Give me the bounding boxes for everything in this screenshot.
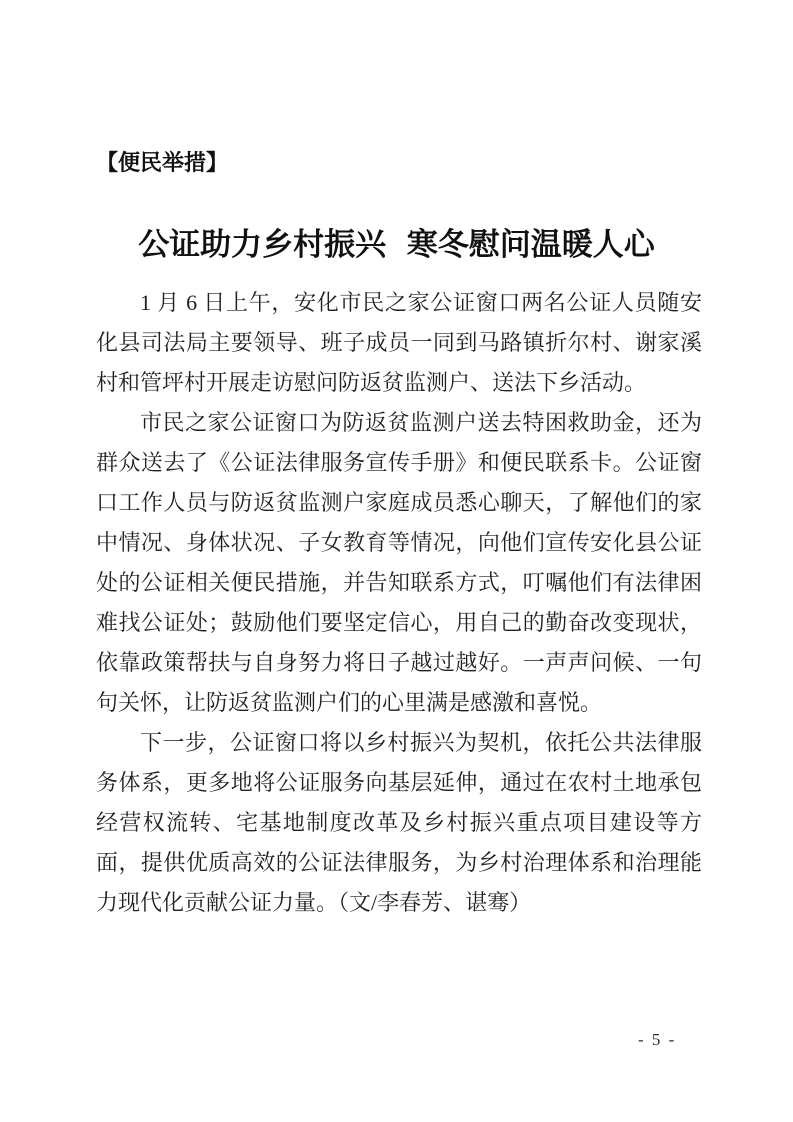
article-paragraph: 下一步，公证窗口将以乡村振兴为契机，依托公共法律服务体系，更多地将公证服务向基层延伸，通过在农村土地承包经营权流转、宅基地制度改革及乡村振兴重点项目建设等方面，提供优质高效的公证法律服务，为乡村治理体系和治理能力现代化贡献公证力量。（文/李春芳、谌骞） <box>96 730 702 915</box>
section-header: 【便民举措】 <box>96 150 229 175</box>
article-title: 公证助力乡村振兴 寒冬慰问温暖人心 <box>138 226 655 262</box>
article-paragraph: 1 月 6 日上午，安化市民之家公证窗口两名公证人员随安化县司法局主要领导、班子成员一同到马路镇折尔村、谢家溪村和管坪村开展走访慰问防返贫监测户、送法下乡活动。 <box>96 290 702 395</box>
article-body <box>96 283 702 923</box>
page-number: - 5 - <box>638 1030 677 1049</box>
article-paragraph: 市民之家公证窗口为防返贫监测户送去特困救助金，还为群众送去了《公证法律服务宣传手册》和便民联系卡。公证窗口工作人员与防返贫监测户家庭成员悉心聊天，了解他们的家中情况、身体状况、子女教育等情况，向他们宣传安化县公证处的公证相关便民措施，并告知联系方式，叮嘱他们有法律困难找公证处；鼓励他们要坚定信心，用自己的勤奋改变现状，依靠政策帮扶与自身努力将日子越过越好。一声声问候、一句句关怀，让防返贫监测户们的心里满是感激和喜悦。 <box>96 410 702 715</box>
